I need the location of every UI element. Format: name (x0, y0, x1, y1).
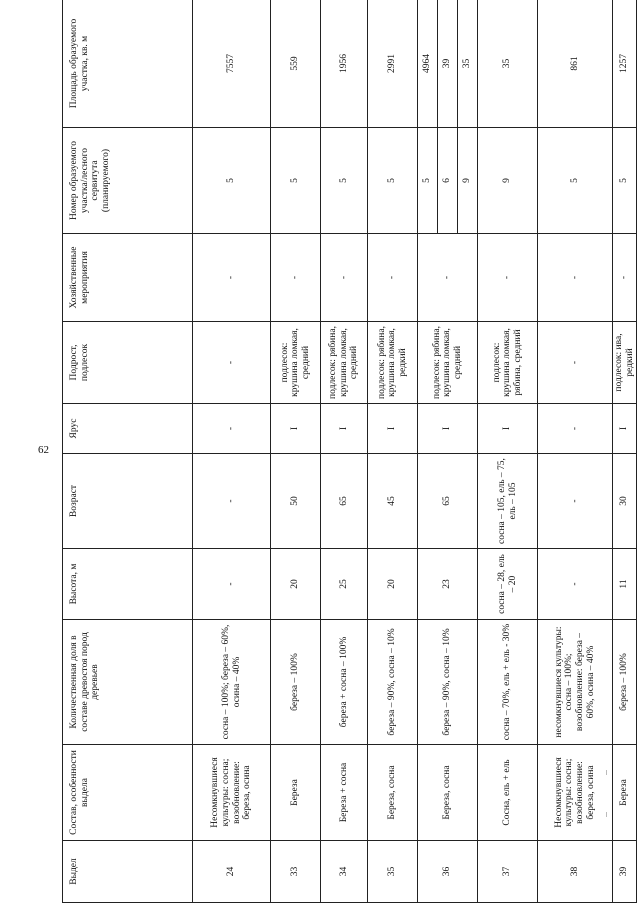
cell-yarus: I (368, 404, 418, 454)
cell-yarus: - (193, 404, 271, 454)
cell-vysota: сосна – 28, ель – 20 (478, 549, 538, 620)
scan-artifact (606, 770, 607, 775)
cell-yarus: I (418, 404, 478, 454)
subcell-nomer: 6 (437, 128, 457, 233)
cell-podrost: подлесок: ива, редкий (613, 322, 637, 404)
cell-vydel: 33 (271, 841, 321, 903)
cell-ploshad: 559 (271, 0, 321, 128)
cell-vysota: 25 (321, 549, 368, 620)
header-yarus: Ярус (63, 404, 193, 454)
table-row (368, 0, 418, 903)
page-number: 62 (38, 444, 49, 456)
cell-vydel: 37 (478, 841, 538, 903)
forest-inventory-table (62, 0, 637, 903)
cell-yarus: I (271, 404, 321, 454)
cell-yarus: I (478, 404, 538, 454)
cell-sostav: Сосна, ель + ель (478, 745, 538, 841)
cell-meropr: - (368, 234, 418, 322)
cell-ploshad: 35 (478, 0, 538, 128)
cell-ploshad: 1956 (321, 0, 368, 128)
cell-vysota: - (538, 549, 613, 620)
table-row (271, 0, 321, 903)
cell-yarus: I (321, 404, 368, 454)
cell-dolya: несомкнувшиеся культуры: сосна – 100%; возобновление: береза – 60%, осина – 40% (538, 620, 613, 745)
cell-sostav: Береза (613, 745, 637, 841)
cell-sostav: Несомкнувшиеся культуры: сосна; возобновление: береза, осина (538, 745, 613, 841)
cell-sostav: Береза (271, 745, 321, 841)
header-meropr: Хозяйственные мероприятия (63, 234, 193, 322)
cell-vozrast: - (193, 454, 271, 549)
cell-vysota: 20 (271, 549, 321, 620)
cell-podrost: подлесок: рябина, крушина ломкая, средний (418, 322, 478, 404)
cell-vydel: 34 (321, 841, 368, 903)
cell-meropr: - (418, 234, 478, 322)
cell-ploshad: 1257 (613, 0, 637, 128)
table-row (193, 0, 271, 903)
cell-dolya: береза – 90%, сосна – 10% (368, 620, 418, 745)
table-row (538, 0, 613, 903)
cell-nomer: 5 (613, 128, 637, 234)
cell-vydel: 39 (613, 841, 637, 903)
cell-vydel: 24 (193, 841, 271, 903)
cell-yarus: - (538, 404, 613, 454)
header-sostav: Состав, особенности выдела (63, 745, 193, 841)
cell-sostav: Береза, сосна (368, 745, 418, 841)
cell-vysota: 23 (418, 549, 478, 620)
table-row (613, 0, 637, 903)
cell-dolya: сосна – 70%, ель + ель - 30% (478, 620, 538, 745)
cell-sostav: Береза + сосна (321, 745, 368, 841)
header-vydel: Выдел (63, 841, 193, 903)
cell-dolya: сосна – 100%; береза – 60%, осина – 40% (193, 620, 271, 745)
cell-vydel: 35 (368, 841, 418, 903)
cell-sostav: Береза, сосна (418, 745, 478, 841)
cell-nomer: 9 (478, 128, 538, 234)
cell-meropr: - (538, 234, 613, 322)
cell-podrost: подлесок: крушина ломкая, средний (271, 322, 321, 404)
cell-dolya: береза – 100% (613, 620, 637, 745)
cell-meropr: - (193, 234, 271, 322)
header-vysota: Высота, м (63, 549, 193, 620)
scan-artifact (606, 812, 607, 817)
cell-vozrast: - (538, 454, 613, 549)
cell-vysota: - (193, 549, 271, 620)
cell-vozrast: 65 (321, 454, 368, 549)
cell-vysota: 11 (613, 549, 637, 620)
table-row (478, 0, 538, 903)
cell-nomer: 5 (271, 128, 321, 234)
cell-meropr: - (321, 234, 368, 322)
cell-vozrast: 30 (613, 454, 637, 549)
header-vozrast: Возраст (63, 454, 193, 549)
header-nomer: Номер образуемого участка/лесного сервитута (планируемого) (63, 128, 193, 234)
cell-nomer: 5 (321, 128, 368, 234)
cell-yarus: I (613, 404, 637, 454)
header-dolya: Количественная доля в составе древостоя пород деревьев (63, 620, 193, 745)
cell-ploshad: 861 (538, 0, 613, 128)
subcell-ploshad: 35 (462, 58, 473, 69)
subcell-nomer: 5 (418, 128, 437, 233)
table-row (321, 0, 368, 903)
cell-meropr: - (613, 234, 637, 322)
cell-dolya: береза – 100% (271, 620, 321, 745)
cell-vydel: 38 (538, 841, 613, 903)
table-row (418, 0, 478, 903)
cell-nomer (418, 128, 478, 234)
cell-podrost: подлесок: рябина, крушина ломкая, редкий (368, 322, 418, 404)
cell-podrost: подлесок: рябина, крушина ломкая, средний (321, 322, 368, 404)
cell-podrost: - (538, 322, 613, 404)
cell-nomer: 5 (193, 128, 271, 234)
cell-meropr: - (271, 234, 321, 322)
cell-nomer: 5 (538, 128, 613, 234)
cell-podrost: - (193, 322, 271, 404)
header-podrost: Подрост, подлесок (63, 322, 193, 404)
cell-vozrast: сосна – 105, ель – 75, ель – 105 (478, 454, 538, 549)
subcell-ploshad: 39 (437, 0, 457, 127)
cell-ploshad: 2991 (368, 0, 418, 128)
cell-vozrast: 50 (271, 454, 321, 549)
cell-dolya: береза + сосна – 100% (321, 620, 368, 745)
cell-meropr: - (478, 234, 538, 322)
cell-dolya: береза – 90%, сосна – 10% (418, 620, 478, 745)
subcell-ploshad: 4964 (418, 0, 437, 127)
cell-podrost: подлесок: крушина ломкая, рябина, средний (478, 322, 538, 404)
cell-vydel: 36 (418, 841, 478, 903)
subcell-nomer: 9 (462, 178, 473, 183)
rotated-table-wrapper (62, 18, 635, 903)
cell-vysota: 20 (368, 549, 418, 620)
cell-ploshad: 7557 (193, 0, 271, 128)
header-row (63, 0, 193, 903)
cell-vozrast: 65 (418, 454, 478, 549)
cell-vozrast: 45 (368, 454, 418, 549)
cell-sostav: Несомкнувшиеся культуры: сосна; возобновление: береза, осина (193, 745, 271, 841)
header-ploshad: Площадь образуемого участка, кв. м (63, 0, 193, 128)
cell-nomer: 5 (368, 128, 418, 234)
cell-ploshad (418, 0, 478, 128)
